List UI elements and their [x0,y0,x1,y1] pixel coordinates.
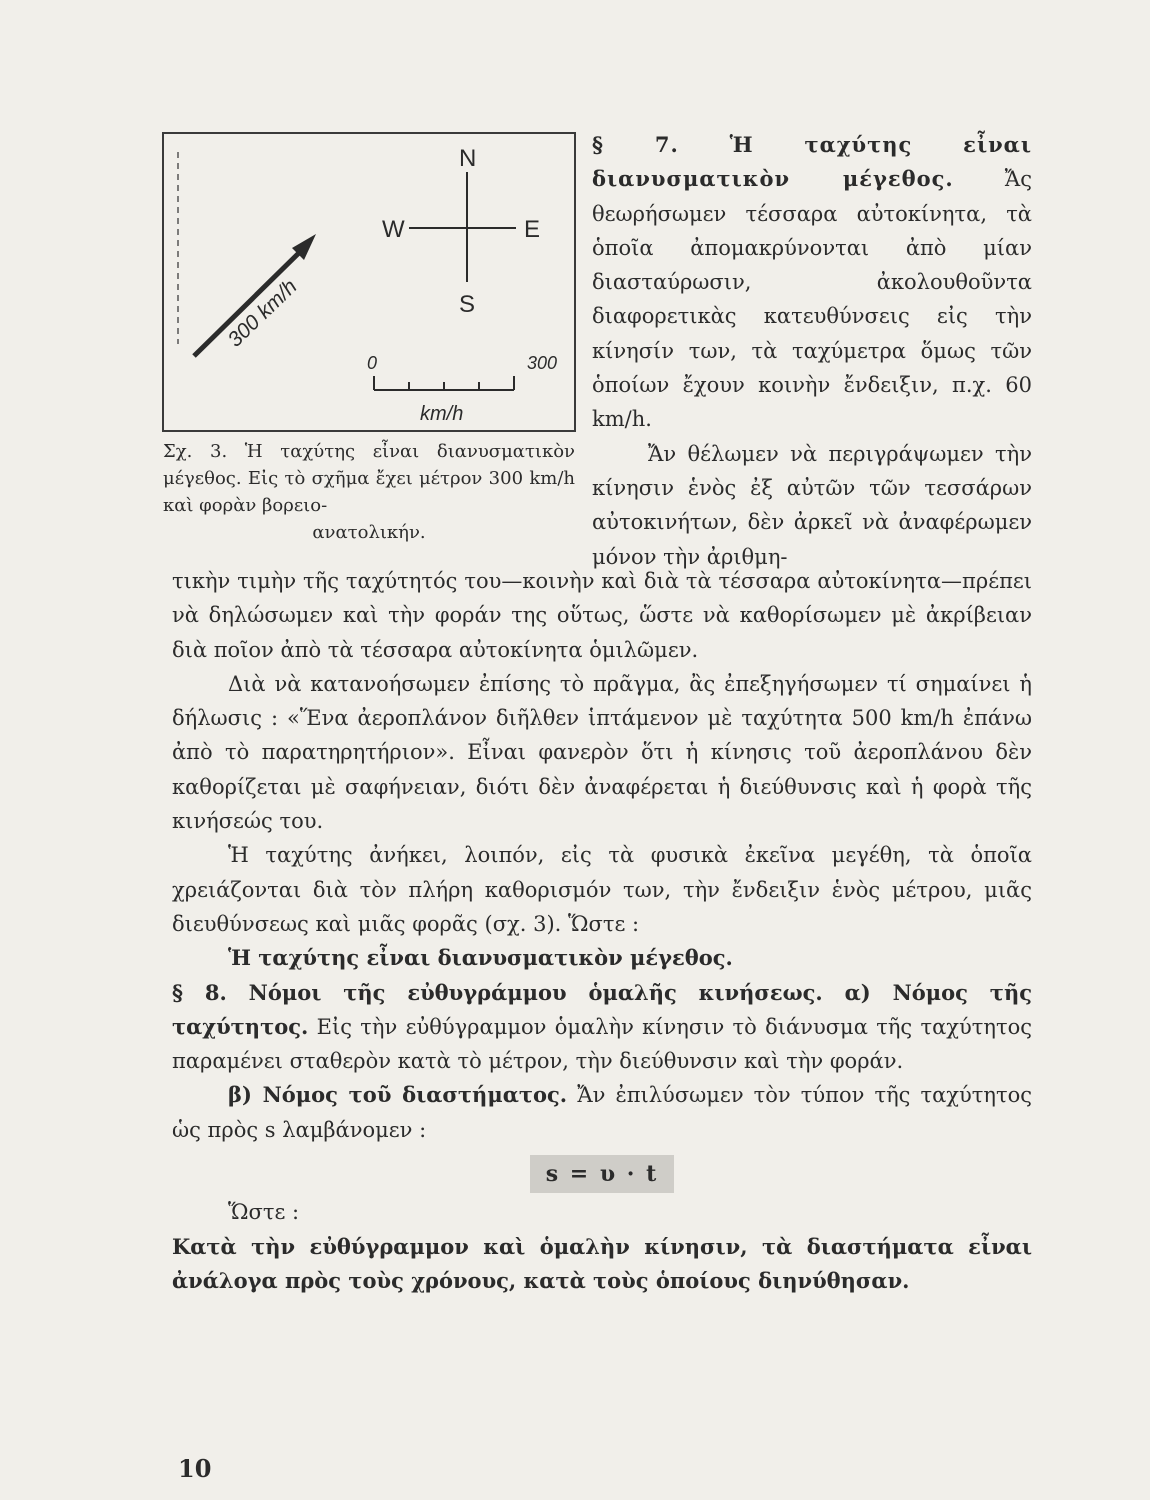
caption-last-line: ανατολικήν. [312,522,426,543]
scale-bar [374,376,514,390]
scale-max: 300 [527,353,558,373]
section8-b-title: β) Νόμος τοῦ διαστήματος. [228,1082,568,1108]
scale-zero: 0 [367,353,378,373]
arrow-label: 300 km/h [223,275,302,352]
section8-hoste: Ὥστε : [228,1200,300,1225]
page-number: 10 [178,1454,212,1483]
section7-paragraph-2-start: Ἄν θέλωμεν νὰ περιγράψωμεν τὴν κίνησιν ἑνὸς ἐξ αὐτῶν τῶν τεσσάρων αὐτοκινήτων, δὲν ἀρκεῖ νὰ ἀναφέρωμεν μόνον τὴν ἀριθμη- [592,441,1032,569]
section8-b-text: Ἄν ἐπιλύσωμεν τὸν τύπον τῆς ταχύτητος ὡς πρὸς s λαμβάνομεν : [172,1083,1032,1142]
velocity-figure [162,132,576,432]
distance-formula: s = υ · t [530,1155,675,1193]
section7-paragraph-3: Διὰ νὰ κατανοήσωμεν ἐπίσης τὸ πρᾶγμα, ἂς ἐπεξηγήσωμεν τί σημαίνει ἡ δήλωσις : «Ἕνα ἀεροπλάνον διῆλθεν ἱπτάμενον μὲ ταχύτητα 500 km/h ἐπάνω ἀπὸ τὸ παρατηρητήριον». Εἶναι φανερὸν ὅτι ἡ κίνησις τοῦ ἀεροπλάνου δὲν καθορίζεται μὲ σαφήνειαν, διότι δὲν ἀναφέρεται ἡ διεύθυνσις καὶ ἡ φορὰ τῆς κινήσεώς του. [172,671,1032,834]
east-label: E [524,216,541,243]
section7-column [592,128,1032,574]
main-body-text [172,564,1032,1298]
north-label: N [459,145,477,172]
compass-diagram [164,134,574,430]
scale-unit: km/h [420,403,464,425]
section7-title: § 7. Ἡ ταχύτης εἶναι διανυσματικὸν μέγεθος. [592,132,1032,192]
south-label: S [459,291,476,318]
section8-paragraph-1: Εἰς τὴν εὐθύγραμμον ὁμαλὴν κίνησιν τὸ διάνυσμα τῆς ταχύτητος παραμένει σταθερὸν κατὰ τὸ μέτρον, τὴν διεύθυνσιν καὶ τὴν φοράν. [172,1014,1032,1074]
section7-paragraph-4: Ἡ ταχύτης ἀνήκει, λοιπόν, εἰς τὰ φυσικὰ ἐκεῖνα μεγέθη, τὰ ὁποῖα χρειάζονται διὰ τὸν πλήρη καθορισμόν των, τὴν ἔνδειξιν ἑνὸς μέτρου, μιᾶς διευθύνσεως καὶ μιᾶς φορᾶς (σχ. 3). Ὥστε : [172,843,1032,936]
figure-caption [163,438,575,546]
section8-conclusion: Κατὰ τὴν εὐθύγραμμον καὶ ὁμαλὴν κίνησιν, τὰ διαστήματα εἶναι ἀνάλογα πρὸς τοὺς χρόνους, κατὰ τοὺς ὁποίους διηνύθησαν. [172,1233,1032,1293]
caption-text: Σχ. 3. Ἡ ταχύτης εἶναι διανυσματικὸν μέγεθος. Εἰς τὸ σχῆμα ἔχει μέτρον 300 km/h καὶ φορὰν βορειο- [163,441,575,516]
section8-title: § 8. Νόμοι τῆς εὐθυγράμμου ὁμαλῆς κινήσεως. α) Νόμος τῆς ταχύτητος. [172,979,1032,1039]
section7-rule: Ἡ ταχύτης εἶναι διανυσματικὸν μέγεθος. [228,945,733,971]
section7-paragraph-1: Ἄς θεωρήσωμεν τέσσαρα αὐτοκίνητα, τὰ ὁποῖα ἀπομακρύνονται ἀπὸ μίαν διασταύρωσιν, ἀκολουθοῦντα διαφορετικὰς κατευθύνσεις εἰς τὴν κίνησίν των, τὰ ταχύμετρα ὅμως τῶν ὁποίων ἔχουν κοινὴν ἔνδειξιν, π.χ. 60 km/h. [592,167,1032,432]
section7-paragraph-2-cont: τικὴν τιμὴν τῆς ταχύτητός του—κοινὴν καὶ διὰ τὰ τέσσαρα αὐτοκίνητα—πρέπει νὰ δηλώσωμεν καὶ τὴν φοράν της οὕτως, ὥστε νὰ καθορίσωμεν μὲ ἀκρίβειαν διὰ ποῖον ἀπὸ τὰ τέσσαρα αὐτοκίνητα ὁμιλῶμεν. [172,569,1032,662]
west-label: W [382,216,405,243]
